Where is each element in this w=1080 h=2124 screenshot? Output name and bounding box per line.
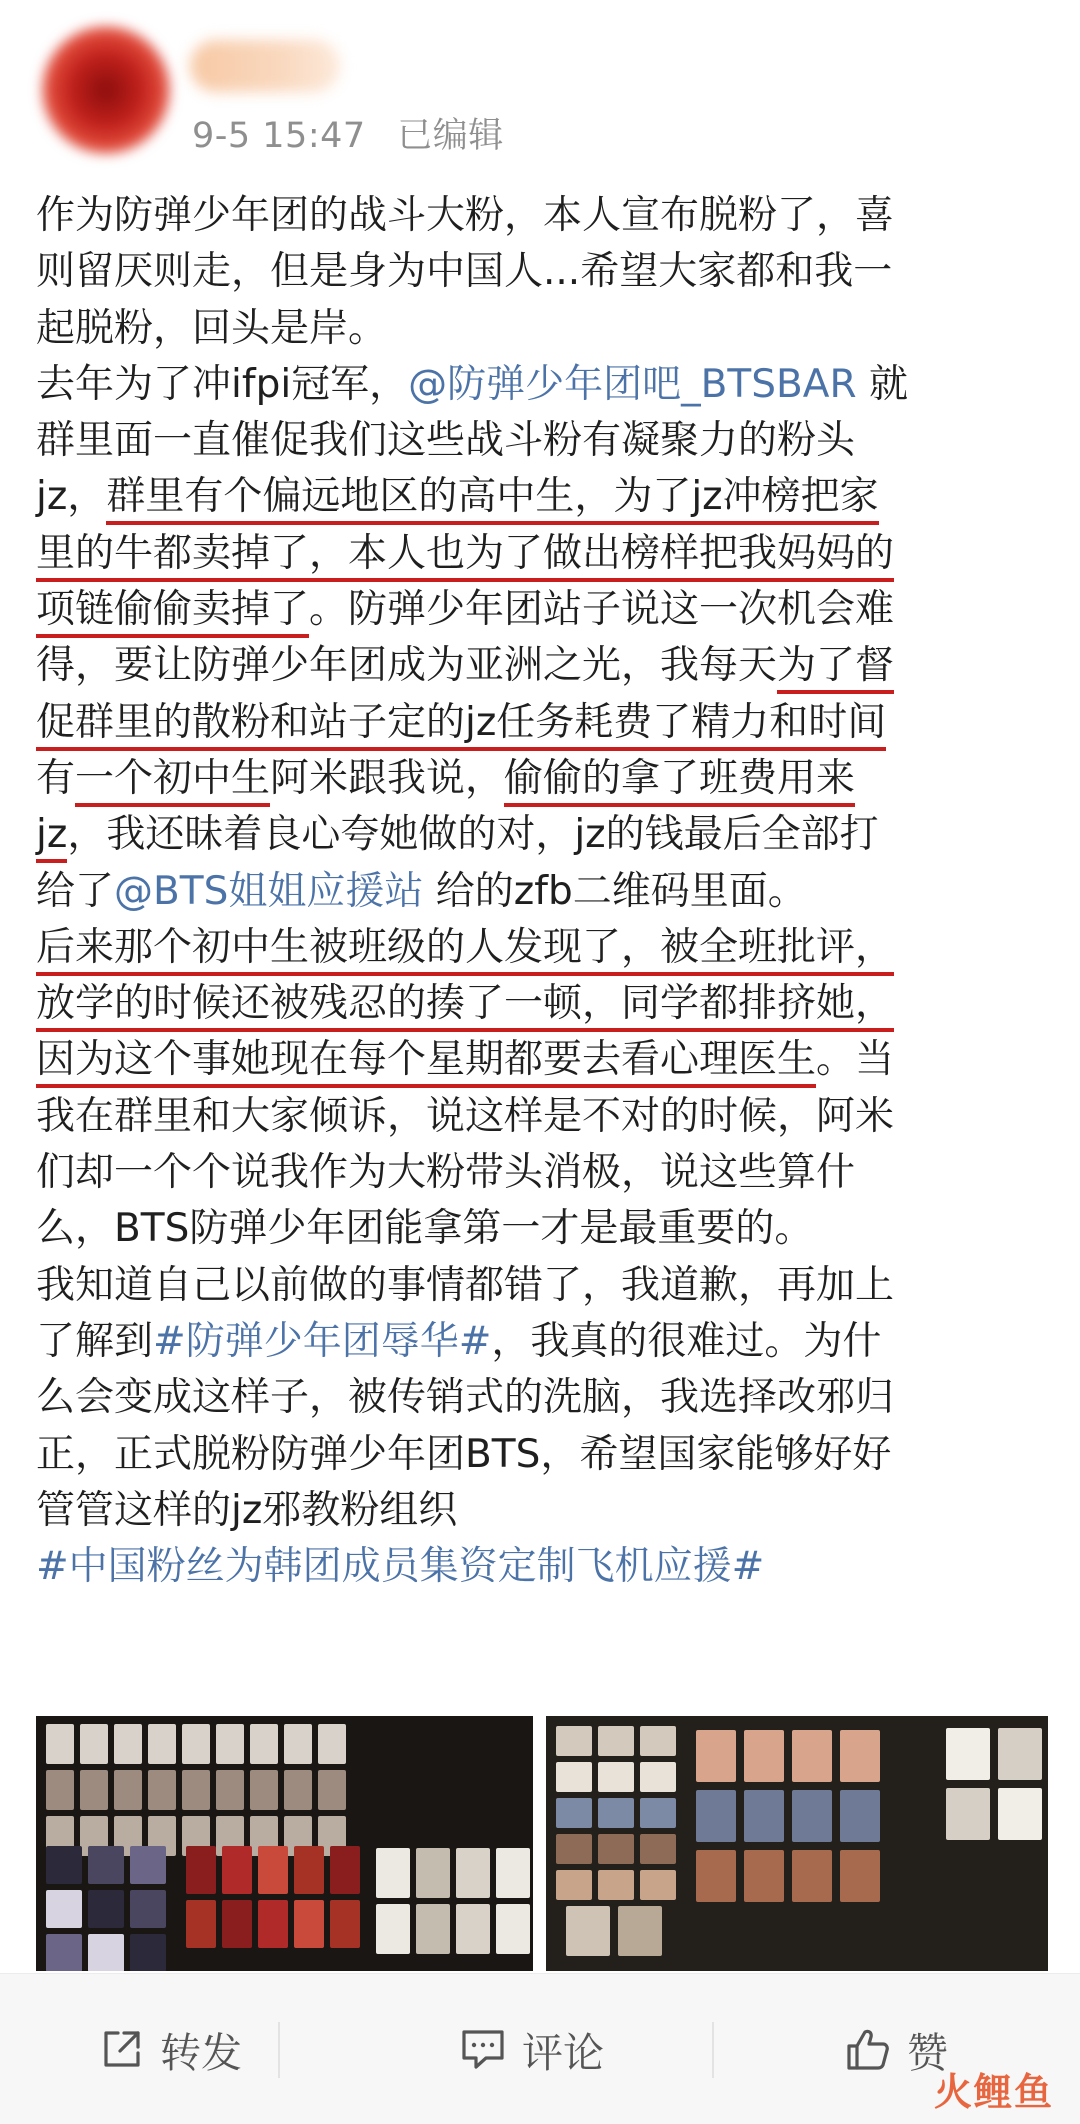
photo-card — [182, 1770, 210, 1810]
photo-card — [556, 1870, 592, 1900]
photo-card — [946, 1788, 990, 1840]
post-line — [36, 1427, 1056, 1483]
underlined-text: 里的牛都卖掉了，本人也为了做出榜样把我妈妈的 — [36, 531, 894, 582]
post-text: 。防弹少年团站子说这一次机会难 — [309, 587, 895, 633]
underlined-text: 后来那个初中生被班级的人发现了，被全班批评， — [36, 925, 894, 976]
photo-card — [294, 1900, 324, 1948]
photo-card — [130, 1890, 166, 1928]
photo-card — [556, 1726, 592, 1756]
post-line — [36, 413, 1056, 469]
photo-card — [598, 1834, 634, 1864]
photo-card — [640, 1726, 676, 1756]
photo-card — [148, 1724, 176, 1764]
post-text: 么会变成这样子，被传销式的洗脑，我选择改邪归 — [36, 1375, 895, 1421]
post-line — [36, 469, 1056, 525]
post-line — [36, 582, 1056, 638]
photo-card — [416, 1904, 450, 1954]
photo-card — [618, 1906, 662, 1956]
photo-card — [456, 1904, 490, 1954]
photo-card — [598, 1762, 634, 1792]
comment-bubble-icon — [460, 2027, 506, 2071]
photo-card — [130, 1934, 166, 1971]
post-text: 正，正式脱粉防弹少年团BTS，希望国家能够好好 — [36, 1431, 892, 1477]
repost-label: 转发 — [160, 2028, 242, 2077]
post-line — [36, 1201, 1056, 1257]
photo-card — [114, 1724, 142, 1764]
photo-card — [376, 1904, 410, 1954]
divider — [712, 2022, 714, 2078]
post-body — [36, 188, 1056, 1595]
post-line — [36, 1314, 1056, 1370]
photo-card — [330, 1846, 360, 1894]
underlined-text: 一个初中生 — [75, 756, 270, 807]
photo-card — [744, 1730, 784, 1782]
photo-card — [792, 1790, 832, 1842]
photo-card — [640, 1834, 676, 1864]
thumbs-up-icon — [845, 2026, 891, 2072]
underlined-text: 偷偷的拿了班费用来 — [504, 756, 855, 807]
photo-card — [114, 1770, 142, 1810]
avatar[interactable] — [42, 26, 170, 154]
post-line — [36, 188, 1056, 244]
post-text: 管管这样的jz邪教粉组织 — [36, 1487, 458, 1533]
photo-card — [46, 1770, 74, 1810]
post-line — [36, 695, 1056, 751]
post-line — [36, 1032, 1056, 1088]
post-text: 则留厌则走，但是身为中国人...希望大家都和我一 — [36, 249, 893, 295]
photo-card — [640, 1762, 676, 1792]
share-arrow-icon — [100, 2027, 144, 2071]
photo-card — [556, 1762, 592, 1792]
photo-card — [80, 1724, 108, 1764]
photo-card — [566, 1906, 610, 1956]
photo-card — [696, 1790, 736, 1842]
post-text: 么，BTS防弹少年团能拿第一才是最重要的。 — [36, 1206, 814, 1252]
photo-card — [318, 1724, 346, 1764]
photo-photocards-left[interactable] — [36, 1716, 533, 1971]
repost-button[interactable] — [100, 1974, 242, 2124]
photo-photocards-right[interactable] — [546, 1716, 1048, 1971]
underlined-text: 为了督 — [777, 643, 894, 694]
photo-card — [284, 1724, 312, 1764]
comment-label: 评论 — [522, 2028, 604, 2077]
photo-card — [376, 1848, 410, 1898]
photo-card — [80, 1770, 108, 1810]
post-text: ，我真的很难过。为什 — [491, 1318, 882, 1364]
photo-card — [258, 1900, 288, 1948]
photo-card — [696, 1730, 736, 1782]
photo-card — [88, 1846, 124, 1884]
photo-card — [744, 1790, 784, 1842]
post-text: 有 — [36, 755, 76, 801]
underlined-text: 放学的时候还被残忍的揍了一顿，同学都排挤她， — [36, 981, 894, 1032]
photo-card — [640, 1798, 676, 1828]
photo-card — [416, 1848, 450, 1898]
photo-card — [216, 1770, 244, 1810]
post-text: 。当 — [816, 1037, 895, 1083]
photo-card — [88, 1934, 124, 1971]
post-text: 了解到 — [36, 1318, 154, 1364]
post-line — [36, 920, 1056, 976]
photo-card — [792, 1850, 832, 1902]
underlined-text: 促群里的散粉和站子定的jz任务耗费了精力和时间 — [36, 700, 886, 751]
post-line — [36, 301, 1056, 357]
post-line — [36, 244, 1056, 300]
photo-card — [840, 1790, 880, 1842]
post-line — [36, 1145, 1056, 1201]
photo-card — [186, 1846, 216, 1894]
photo-card — [46, 1934, 82, 1971]
like-label: 赞 — [907, 2028, 948, 2077]
post-text: 起脱粉，回头是岸。 — [36, 305, 388, 351]
timestamp: 9-5 15:47 — [192, 116, 366, 156]
post-meta — [192, 108, 504, 158]
post-text: 我知道自己以前做的事情都错了，我道歉，再加上 — [36, 1262, 895, 1308]
post-line — [36, 638, 1056, 694]
photo-card — [456, 1848, 490, 1898]
photo-card — [46, 1890, 82, 1928]
post-line — [36, 807, 1056, 863]
post-line — [36, 357, 1056, 413]
hashtag-link[interactable]: #中国粉丝为韩团成员集资定制飞机应援# — [36, 1544, 765, 1590]
post-text: 作为防弹少年团的战斗大粉，本人宣布脱粉了，喜 — [36, 193, 895, 238]
photo-card — [186, 1900, 216, 1948]
post-text: jz， — [36, 474, 107, 520]
photo-card — [556, 1798, 592, 1828]
photo-card — [840, 1850, 880, 1902]
photo-card — [840, 1730, 880, 1782]
post-line — [36, 1089, 1056, 1145]
underlined-text: 群里有个偏远地区的高中生，为了jz冲榜把家 — [106, 474, 878, 525]
photo-card — [182, 1724, 210, 1764]
post-line — [36, 864, 1056, 920]
mention-link[interactable]: @防弹少年团吧_BTSBAR — [408, 361, 857, 407]
photo-card — [222, 1846, 252, 1894]
underlined-text: jz — [36, 812, 67, 863]
post-text: 给的zfb二维码里面。 — [423, 868, 807, 914]
photo-card — [294, 1846, 324, 1894]
photo-card — [330, 1900, 360, 1948]
comment-button[interactable] — [460, 1974, 604, 2124]
post-text: 得，要让防弹少年团成为亚洲之光，我每天 — [36, 643, 778, 689]
photo-card — [998, 1728, 1042, 1780]
photo-card — [216, 1724, 244, 1764]
like-button[interactable] — [845, 1974, 948, 2124]
photo-card — [556, 1834, 592, 1864]
photo-card — [946, 1728, 990, 1780]
photo-card — [640, 1870, 676, 1900]
photo-card — [598, 1726, 634, 1756]
photo-card — [148, 1770, 176, 1810]
photo-card — [88, 1890, 124, 1928]
username-blurred[interactable] — [190, 40, 340, 92]
post-line — [36, 751, 1056, 807]
post-line — [36, 1370, 1056, 1426]
photo-card — [496, 1848, 530, 1898]
post-text: 就 — [856, 361, 908, 407]
photo-card — [598, 1870, 634, 1900]
watermark-logo: 火鲤鱼 — [933, 2070, 1054, 2114]
photo-card — [250, 1724, 278, 1764]
photo-card — [696, 1850, 736, 1902]
divider — [278, 2022, 280, 2078]
post-line — [36, 1483, 1056, 1539]
edited-label: 已编辑 — [397, 116, 504, 156]
photo-grid — [36, 1716, 1048, 1971]
post-text: ，我还昧着良心夸她做的对，jz的钱最后全部打 — [67, 812, 879, 858]
post-line — [36, 526, 1056, 582]
photo-card — [284, 1770, 312, 1810]
post-text: 我在群里和大家倾诉，说这样是不对的时候，阿米 — [36, 1093, 895, 1139]
post-header — [0, 0, 1080, 170]
photo-card — [130, 1846, 166, 1884]
photo-card — [496, 1904, 530, 1954]
photo-card — [258, 1846, 288, 1894]
post-text: 去年为了冲ifpi冠军， — [36, 361, 409, 407]
photo-card — [998, 1788, 1042, 1840]
post-text: 们却一个个说我作为大粉带头消极，说这些算什 — [36, 1150, 856, 1196]
photo-card — [250, 1770, 278, 1810]
post-text: 群里面一直催促我们这些战斗粉有凝聚力的粉头 — [36, 418, 856, 464]
underlined-text: 因为这个事她现在每个星期都要去看心理医生 — [36, 1037, 816, 1088]
photo-card — [46, 1846, 82, 1884]
photo-card — [792, 1730, 832, 1782]
action-bar — [0, 1973, 1080, 2124]
post-text: 阿米跟我说， — [270, 755, 505, 801]
underlined-text: 项链偷偷卖掉了 — [36, 587, 309, 638]
photo-card — [744, 1850, 784, 1902]
photo-card — [46, 1724, 74, 1764]
photo-card — [222, 1900, 252, 1948]
hashtag-link[interactable]: #防弹少年团辱华# — [153, 1318, 492, 1364]
post-text: 给了 — [36, 868, 115, 914]
post-line — [36, 1539, 1056, 1595]
post-line — [36, 976, 1056, 1032]
photo-card — [598, 1798, 634, 1828]
mention-link[interactable]: @BTS姐姐应援站 — [114, 868, 424, 914]
photo-card — [318, 1770, 346, 1810]
post-line — [36, 1258, 1056, 1314]
